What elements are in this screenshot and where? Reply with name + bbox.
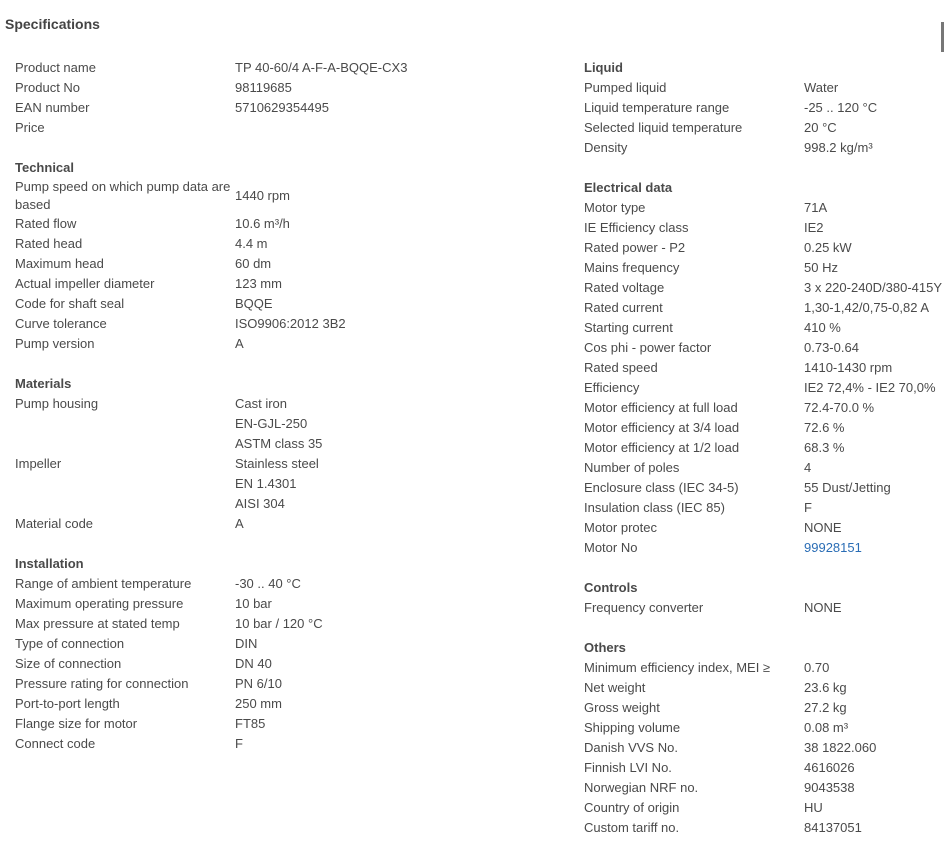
spec-value: 27.2 kg xyxy=(804,700,847,715)
spec-row xyxy=(15,394,435,414)
spec-row xyxy=(15,274,435,294)
spec-value: 0.08 m³ xyxy=(804,720,849,735)
spec-value: 71A xyxy=(804,200,828,215)
spec-value: PN 6/10 xyxy=(235,676,282,691)
spec-label: Net weight xyxy=(584,680,646,695)
spec-section-general xyxy=(15,58,435,138)
spec-value: 60 dm xyxy=(235,256,272,271)
spec-label: Enclosure class (IEC 34-5) xyxy=(584,480,739,495)
spec-value: FT85 xyxy=(235,716,266,731)
spec-label: Liquid temperature range xyxy=(584,100,730,115)
spec-value: F xyxy=(235,736,243,751)
spec-label: Code for shaft seal xyxy=(15,296,125,311)
spec-label: Pumped liquid xyxy=(584,80,667,95)
spec-value: A xyxy=(235,336,244,351)
spec-row xyxy=(584,298,944,318)
section-title: Electrical data xyxy=(584,180,673,195)
spec-label: Shipping volume xyxy=(584,720,681,735)
spec-value: -25 .. 120 °C xyxy=(804,100,878,115)
spec-row xyxy=(584,438,944,458)
spec-value: Stainless steel xyxy=(235,456,319,471)
spec-value: 250 mm xyxy=(235,696,282,711)
spec-row xyxy=(15,474,435,494)
spec-value: 10.6 m³/h xyxy=(235,216,290,231)
spec-row xyxy=(15,494,435,514)
spec-row xyxy=(15,614,435,634)
spec-value: Cast iron xyxy=(235,396,288,411)
spec-row xyxy=(15,334,435,354)
spec-label: Custom tariff no. xyxy=(584,820,680,835)
spec-label: Rated voltage xyxy=(584,280,665,295)
spec-row xyxy=(584,338,944,358)
spec-value: IE2 xyxy=(804,220,824,235)
spec-label: Finnish LVI No. xyxy=(584,760,672,775)
spec-value: A xyxy=(235,516,244,531)
section-title: Controls xyxy=(584,580,638,595)
spec-row xyxy=(15,294,435,314)
spec-row xyxy=(15,414,435,434)
spec-row xyxy=(584,778,944,798)
spec-row xyxy=(584,698,944,718)
spec-value: 410 % xyxy=(804,320,841,335)
spec-value: 20 °C xyxy=(804,120,837,135)
spec-row xyxy=(584,518,944,538)
spec-label: Danish VVS No. xyxy=(584,740,678,755)
spec-row xyxy=(584,758,944,778)
section-title: Technical xyxy=(15,160,75,175)
spec-label: Product No xyxy=(15,80,81,95)
spec-value: NONE xyxy=(804,600,842,615)
spec-row xyxy=(584,678,944,698)
spec-label: Range of ambient temperature xyxy=(15,576,192,591)
spec-value: 84137051 xyxy=(804,820,862,835)
spec-label: Pressure rating for connection xyxy=(15,676,189,691)
spec-row xyxy=(584,78,944,98)
spec-row xyxy=(584,478,944,498)
spec-row xyxy=(584,738,944,758)
spec-row xyxy=(15,434,435,454)
spec-value: 50 Hz xyxy=(804,260,838,275)
section-title: Liquid xyxy=(584,60,623,75)
spec-row xyxy=(15,574,435,594)
spec-label: Gross weight xyxy=(584,700,660,715)
spec-value: AISI 304 xyxy=(235,496,285,511)
section-title: Others xyxy=(584,640,626,655)
specs-left-column xyxy=(15,58,435,774)
spec-label: Norwegian NRF no. xyxy=(584,780,699,795)
spec-row xyxy=(15,178,435,214)
spec-label: Impeller xyxy=(15,456,62,471)
spec-label: EAN number xyxy=(15,100,90,115)
spec-row xyxy=(15,694,435,714)
spec-row xyxy=(15,234,435,254)
spec-row xyxy=(15,594,435,614)
spec-label: Starting current xyxy=(584,320,673,335)
spec-label: Connect code xyxy=(15,736,96,751)
spec-value: 72.6 % xyxy=(804,420,845,435)
spec-label: IE Efficiency class xyxy=(584,220,689,235)
spec-row xyxy=(584,278,944,298)
spec-section-electrical-data xyxy=(584,178,944,558)
spec-label: Price xyxy=(15,120,45,135)
spec-row xyxy=(15,674,435,694)
spec-row xyxy=(584,818,944,838)
spec-label: Pump speed on which pump data are based xyxy=(15,179,231,212)
spec-value: 1,30-1,42/0,75-0,82 A xyxy=(804,300,930,315)
spec-label: Flange size for motor xyxy=(15,716,138,731)
spec-value: 1410-1430 rpm xyxy=(804,360,893,375)
spec-label: Product name xyxy=(15,60,96,75)
spec-label: Pump version xyxy=(15,336,95,351)
spec-label: Motor type xyxy=(584,200,646,215)
spec-label: Rated current xyxy=(584,300,663,315)
spec-value: Water xyxy=(804,80,839,95)
spec-section-installation xyxy=(15,554,435,754)
spec-row xyxy=(15,654,435,674)
spec-label: Mains frequency xyxy=(584,260,680,275)
spec-label: Pump housing xyxy=(15,396,99,411)
spec-value: 10 bar / 120 °C xyxy=(235,616,323,631)
spec-row xyxy=(15,634,435,654)
spec-value: 0.73-0.64 xyxy=(804,340,859,355)
spec-label: Maximum head xyxy=(15,256,104,271)
spec-label: Motor efficiency at full load xyxy=(584,400,738,415)
spec-label: Insulation class (IEC 85) xyxy=(584,500,725,515)
spec-value: 4616026 xyxy=(804,760,855,775)
spec-row xyxy=(584,498,944,518)
spec-label: Cos phi - power factor xyxy=(584,340,712,355)
spec-label: Minimum efficiency index, MEI ≥ xyxy=(584,660,771,675)
spec-row xyxy=(584,118,944,138)
spec-label: Efficiency xyxy=(584,380,640,395)
spec-row xyxy=(584,538,944,558)
spec-row xyxy=(584,658,944,678)
spec-row xyxy=(584,718,944,738)
spec-label: Rated power - P2 xyxy=(584,240,686,255)
spec-label: Max pressure at stated temp xyxy=(15,616,180,631)
spec-row xyxy=(584,398,944,418)
spec-row xyxy=(15,514,435,534)
spec-label: Frequency converter xyxy=(584,600,704,615)
spec-value: HU xyxy=(804,800,823,815)
spec-row xyxy=(15,214,435,234)
spec-section-controls xyxy=(584,578,944,618)
spec-value: TP 40-60/4 A-F-A-BQQE-CX3 xyxy=(235,60,408,75)
spec-section-liquid xyxy=(584,58,944,158)
specs-right-column xyxy=(584,58,944,858)
spec-label: Port-to-port length xyxy=(15,696,120,711)
spec-row xyxy=(15,714,435,734)
spec-value: -30 .. 40 °C xyxy=(235,576,301,591)
spec-label: Rated head xyxy=(15,236,83,251)
spec-label: Motor efficiency at 3/4 load xyxy=(584,420,740,435)
spec-label: Curve tolerance xyxy=(15,316,107,331)
spec-value: 23.6 kg xyxy=(804,680,847,695)
spec-label: Material code xyxy=(15,516,94,531)
spec-label: Maximum operating pressure xyxy=(15,596,184,611)
spec-row xyxy=(15,58,435,78)
spec-value-link[interactable]: 99928151 xyxy=(804,540,862,555)
spec-value: 38 1822.060 xyxy=(804,740,877,755)
spec-value: IE2 72,4% - IE2 70,0% xyxy=(804,380,936,395)
spec-row xyxy=(584,418,944,438)
spec-row xyxy=(584,258,944,278)
spec-label: Number of poles xyxy=(584,460,680,475)
spec-value: NONE xyxy=(804,520,842,535)
spec-value: 98119685 xyxy=(235,80,292,95)
spec-value: ISO9906:2012 3B2 xyxy=(235,316,346,331)
spec-section-materials xyxy=(15,374,435,534)
spec-value: 998.2 kg/m³ xyxy=(804,140,873,155)
spec-section-others xyxy=(584,638,944,838)
spec-label: Type of connection xyxy=(15,636,125,651)
spec-row xyxy=(584,458,944,478)
spec-row xyxy=(15,78,435,98)
spec-value: DN 40 xyxy=(235,656,272,671)
spec-value: EN 1.4301 xyxy=(235,476,297,491)
spec-row xyxy=(584,378,944,398)
spec-value: 4.4 m xyxy=(235,236,268,251)
spec-label: Motor protec xyxy=(584,520,657,535)
spec-row xyxy=(15,314,435,334)
spec-label: Motor No xyxy=(584,540,638,555)
spec-value: 68.3 % xyxy=(804,440,845,455)
spec-value: 4 xyxy=(804,460,812,475)
spec-value: ASTM class 35 xyxy=(235,436,323,451)
section-title: Materials xyxy=(15,376,72,391)
spec-value: 55 Dust/Jetting xyxy=(804,480,891,495)
spec-row xyxy=(584,318,944,338)
spec-value: BQQE xyxy=(235,296,273,311)
spec-row xyxy=(15,254,435,274)
spec-row xyxy=(584,238,944,258)
spec-value: 10 bar xyxy=(235,596,272,611)
spec-row xyxy=(15,118,435,138)
spec-row xyxy=(15,454,435,474)
spec-row xyxy=(584,798,944,818)
spec-row xyxy=(584,138,944,158)
spec-row xyxy=(584,218,944,238)
spec-label: Rated speed xyxy=(584,360,658,375)
page-title: Specifications xyxy=(5,16,100,32)
spec-label: Country of origin xyxy=(584,800,680,815)
section-title: Installation xyxy=(15,556,84,571)
spec-label: Motor efficiency at 1/2 load xyxy=(584,440,740,455)
spec-value: 9043538 xyxy=(804,780,855,795)
spec-value: 0.70 xyxy=(804,660,830,675)
spec-row xyxy=(584,358,944,378)
spec-label: Rated flow xyxy=(15,216,77,231)
spec-value: 5710629354495 xyxy=(235,100,329,115)
spec-value: F xyxy=(804,500,812,515)
spec-section-technical xyxy=(15,158,435,354)
spec-row xyxy=(584,98,944,118)
spec-row xyxy=(584,198,944,218)
spec-row xyxy=(15,734,435,754)
spec-row xyxy=(15,98,435,118)
spec-row xyxy=(584,598,944,618)
spec-label: Density xyxy=(584,140,628,155)
spec-label: Actual impeller diameter xyxy=(15,276,155,291)
spec-value: 72.4-70.0 % xyxy=(804,400,875,415)
spec-value: EN-GJL-250 xyxy=(235,416,308,431)
spec-value: 1440 rpm xyxy=(235,188,290,203)
spec-value: DIN xyxy=(235,636,258,651)
spec-label: Selected liquid temperature xyxy=(584,120,743,135)
spec-value: 123 mm xyxy=(235,276,282,291)
spec-value: 3 x 220-240D/380-415Y xyxy=(804,280,943,295)
spec-label: Size of connection xyxy=(15,656,122,671)
spec-value: 0.25 kW xyxy=(804,240,852,255)
